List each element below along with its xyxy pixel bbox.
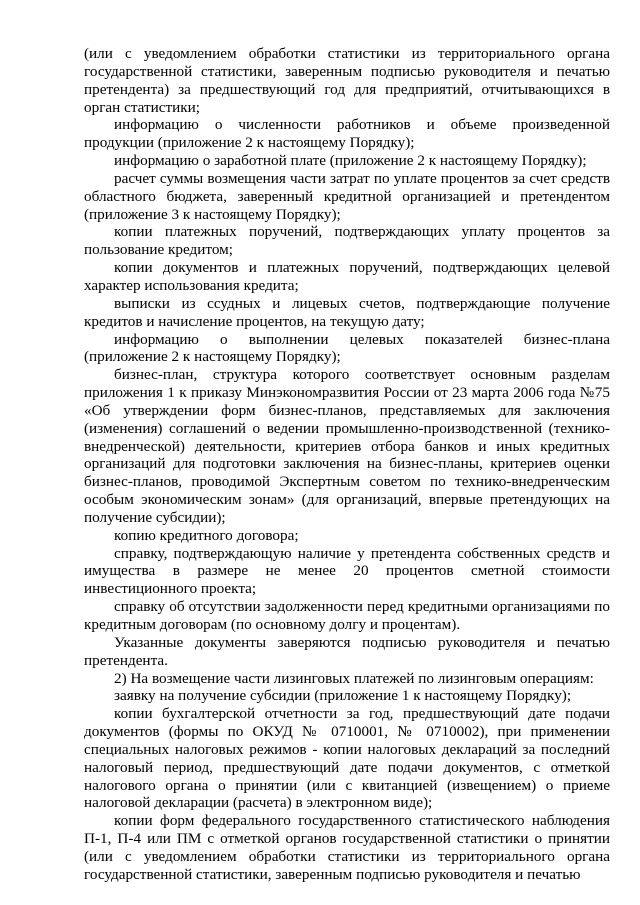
document-page xyxy=(84,45,610,884)
paragraph-employee-info: информацию о численности работников и объеме произведенной продукции (приложение 2 к настоящему Порядку); xyxy=(84,116,610,152)
paragraph-accounting-reports: копии бухгалтерской отчетности за год, предшествующий дате подачи документов (формы по ОКУД № 0710001, № 0710002), при применении специальных налоговых режимов - копии налоговых деклараций за последний налоговый период, предшествующий дате подачи документов, с отметкой налогового органа о принятии (или с квитанцией (извещением) о приеме налоговой декларации (расчета) в электронном виде); xyxy=(84,705,610,812)
paragraph-credit-agreement: копию кредитного договора; xyxy=(114,526,299,544)
paragraph-salary-info: информацию о заработной плате (приложение 2 к настоящему Порядку); xyxy=(114,152,587,170)
paragraph-account-statements: выписки из ссудных и лицевых счетов, подтверждающие получение кредитов и начисление процентов, на текущую дату; xyxy=(84,294,610,330)
paragraph-business-plan: бизнес-план, структура которого соответствует основным разделам приложения 1 к приказу Минэкономразвития России от 23 марта 2006 года №75 «Об утверждении форм бизнес-планов, представляемых для заключения (изменения) соглашений о ведении промышленно-производственной (технико-внедренческой) деятельности, критериев отбора банков и иных кредитных организаций для подготовки заключения на бизнес-планы, критериев оценки бизнес-планов, проводимой Экспертным советом по технико-внедренческим особым экономическим зонам» (для организаций, впервые претендующих на получение субсидии); xyxy=(84,366,610,526)
paragraph-subsidy-application: заявку на получение субсидии (приложение 1 к настоящему Порядку); xyxy=(114,687,572,705)
paragraph-own-funds-certificate: справку, подтверждающую наличие у претендента собственных средств и имущества в размере не менее 20 процентов сметной стоимости инвестиционного проекта; xyxy=(84,544,610,598)
paragraph-target-use-docs: копии документов и платежных поручений, подтверждающих целевой характер использования кредита; xyxy=(84,259,610,294)
paragraph-interest-calculation: расчет суммы возмещения части затрат по уплате процентов за счет средств областного бюджета, заверенный кредитной организацией и претендентом (приложение 3 к настоящему Порядку); xyxy=(84,169,610,223)
paragraph-business-plan-targets: информацию о выполнении целевых показателей бизнес-плана (приложение 2 к настоящему Порядку); xyxy=(84,330,610,366)
paragraph-continuation: (или с уведомлением обработки статистики из территориального органа государственной статистики, заверенным подписью руководителя и печатью претендента) за предшествующий год для предприятий, отчитывающихся в орган статистики; xyxy=(84,45,610,116)
paragraph-payment-orders: копии платежных поручений, подтверждающих уплату процентов за пользование кредитом; xyxy=(84,223,610,259)
paragraph-certification-note: Указанные документы заверяются подписью руководителя и печатью претендента. xyxy=(84,633,610,669)
paragraph-statistical-forms: копии форм федерального государственного статистического наблюдения П-1, П-4 или ПМ с отметкой органов государственной статистики о принятии (или с уведомлением обработки статистики из территориального органа государственной статистики, заверенным подписью руководителя и печатью xyxy=(84,812,610,883)
section-heading-leasing: 2) На возмещение части лизинговых платежей по лизинговым операциям: xyxy=(114,669,594,687)
paragraph-no-debt-certificate: справку об отсутствии задолженности перед кредитными организациями по кредитным договорам (по основному долгу и процентам). xyxy=(84,598,610,633)
